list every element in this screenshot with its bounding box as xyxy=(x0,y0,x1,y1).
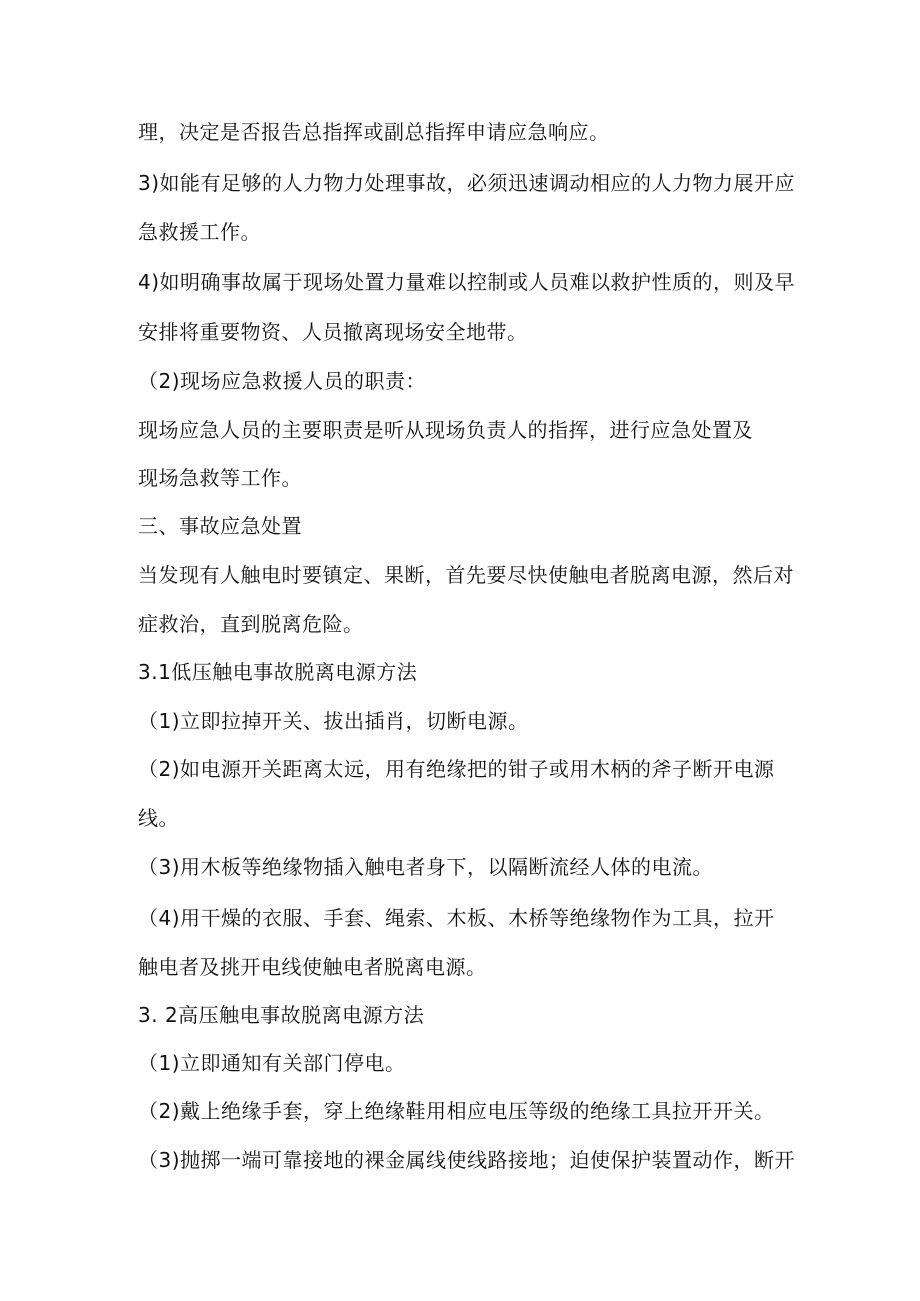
text-line: （2)现场应急救援人员的职责： xyxy=(138,369,427,393)
text-line: 当发现有人触电时要镇定、果断，首先要尽快使触电者脱离电源，然后对 xyxy=(138,563,794,587)
text-line: 理，决定是否报告总指挥或副总指挥申请应急响应。 xyxy=(138,120,610,144)
text-line: 症救治，直到脱离危险。 xyxy=(138,612,364,636)
text-line: （1)立即通知有关部门停电。 xyxy=(138,1051,406,1075)
text-line: （2)戴上绝缘手套，穿上绝缘鞋用相应电压等级的绝缘工具拉开开关。 xyxy=(138,1099,775,1123)
text-line: 3)如能有足够的人力物力处理事故，必须迅速调动相应的人力物力展开应 xyxy=(138,171,796,195)
text-line: （3)用木板等绝缘物插入触电者身下，以隔断流经人体的电流。 xyxy=(138,855,714,879)
text-line: 现场急救等工作。 xyxy=(138,466,302,490)
section-heading: 三、事故应急处置 xyxy=(138,514,302,538)
text-line: （3)抛掷一端可靠接地的裸金属线使线路接地；迫使保护装置动作，断开 xyxy=(138,1148,796,1172)
text-line: （2)如电源开关距离太远，用有绝缘把的钳子或用木柄的斧子断开电源 xyxy=(138,757,775,781)
text-line: 安排将重要物资、人员撤离现场安全地带。 xyxy=(138,320,528,344)
text-line: 线。 xyxy=(138,806,179,830)
text-line: （4)用干燥的衣服、手套、绳索、木板、木桥等绝缘物作为工具，拉开 xyxy=(138,906,775,930)
text-line: 急救援工作。 xyxy=(138,220,261,244)
text-line: 4)如明确事故属于现场处置力量难以控制或人员难以救护性质的，则及早 xyxy=(138,270,796,294)
text-line: 触电者及挑开电线使触电者脱离电源。 xyxy=(138,955,487,979)
text-line: （1)立即拉掉开关、拔出插肖，切断电源。 xyxy=(138,709,529,733)
subsection-heading: 3.1低压触电事故脱离电源方法 xyxy=(138,660,418,684)
subsection-heading: 3. 2高压触电事故脱离电源方法 xyxy=(138,1003,425,1027)
text-line: 现场应急人员的主要职责是听从现场负责人的指挥，进行应急处置及 xyxy=(138,418,753,442)
